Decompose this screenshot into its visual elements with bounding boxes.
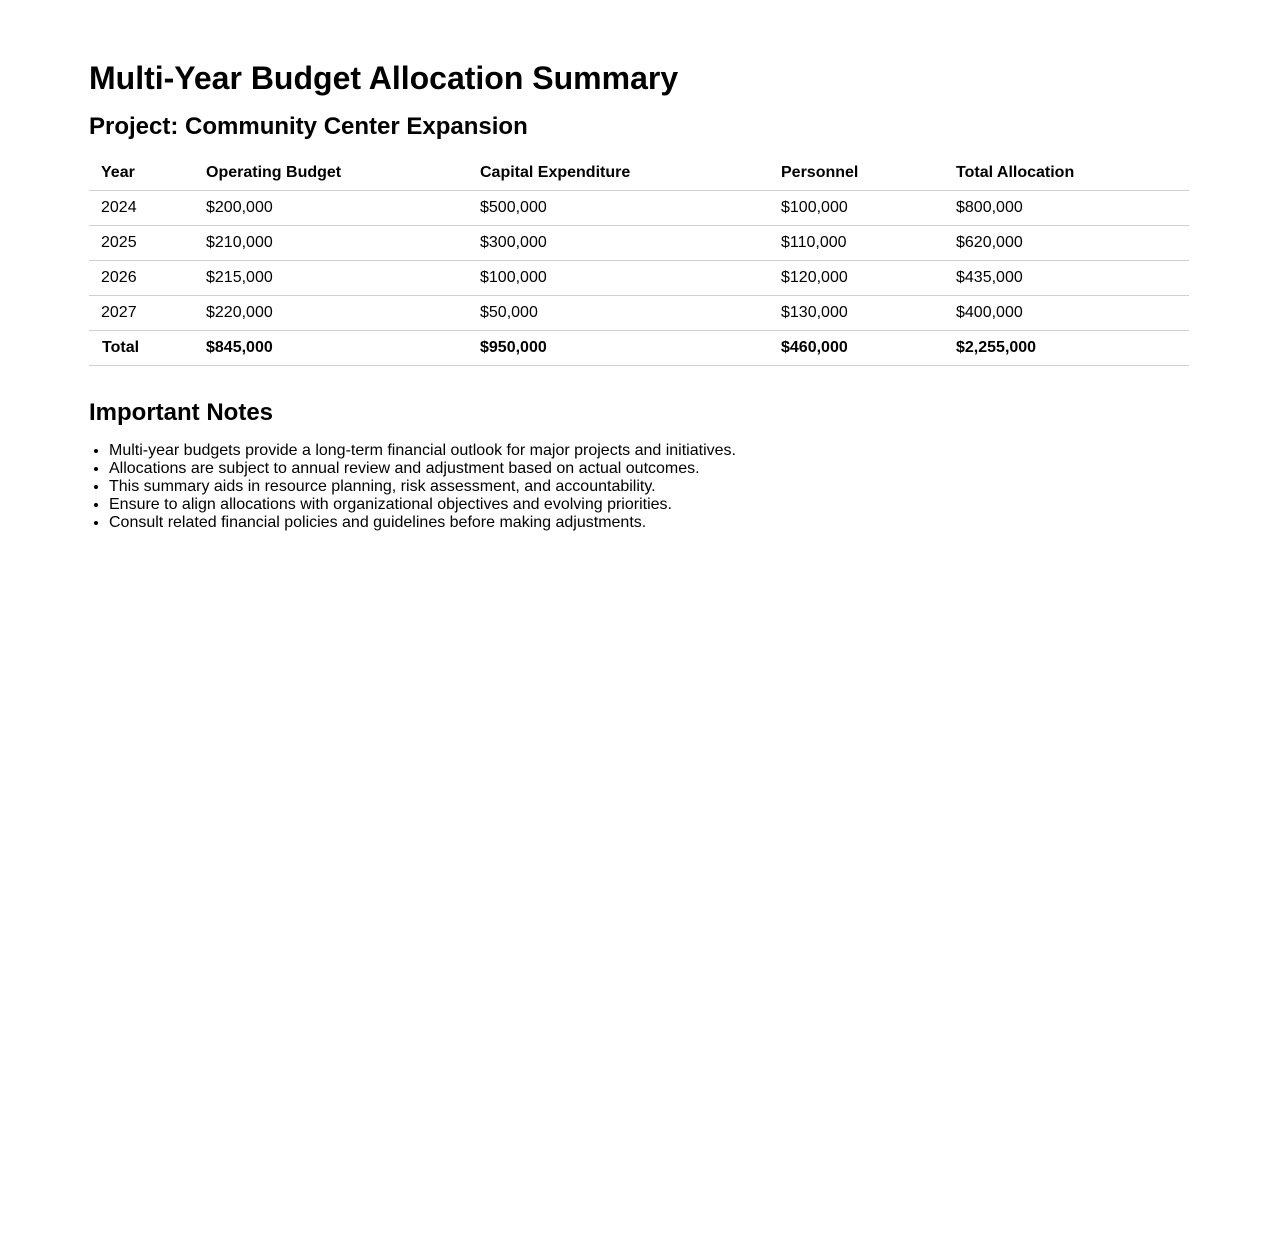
cell-capital-expenditure: $50,000 <box>468 296 769 331</box>
cell-personnel: $130,000 <box>769 296 944 331</box>
cell-year: 2025 <box>89 226 194 261</box>
list-item: • This summary aids in resource planning, risk assessment, and accountability. <box>109 478 736 496</box>
table-row <box>89 226 1189 261</box>
cell-total-allocation: $435,000 <box>944 261 1189 296</box>
total-personnel: $460,000 <box>769 331 944 366</box>
list-item: • Allocations are subject to annual review and adjustment based on actual outcomes. <box>109 460 736 478</box>
cell-personnel: $110,000 <box>769 226 944 261</box>
page-title: Multi-Year Budget Allocation Summary <box>89 60 679 96</box>
cell-personnel: $120,000 <box>769 261 944 296</box>
total-label: Total <box>89 331 194 366</box>
header-total-allocation: Total Allocation <box>944 156 1189 191</box>
cell-capital-expenditure: $100,000 <box>468 261 769 296</box>
total-allocation: $2,255,000 <box>944 331 1189 366</box>
header-operating-budget: Operating Budget <box>194 156 468 191</box>
list-item: • Consult related financial policies and guidelines before making adjustments. <box>109 514 736 532</box>
cell-capital-expenditure: $300,000 <box>468 226 769 261</box>
list-item: • Multi-year budgets provide a long-term financial outlook for major projects and initiatives. <box>109 442 736 460</box>
cell-year: 2027 <box>89 296 194 331</box>
table-row <box>89 296 1189 331</box>
table-total-row <box>89 331 1189 366</box>
total-operating-budget: $845,000 <box>194 331 468 366</box>
header-year: Year <box>89 156 194 191</box>
table-row <box>89 261 1189 296</box>
notes-heading: Important Notes <box>89 399 274 426</box>
notes-list <box>89 442 736 532</box>
header-capital-expenditure: Capital Expenditure <box>468 156 769 191</box>
list-item: • Ensure to align allocations with organizational objectives and evolving priorities. <box>109 496 736 514</box>
table-row <box>89 191 1189 226</box>
cell-operating-budget: $215,000 <box>194 261 468 296</box>
total-capital-expenditure: $950,000 <box>468 331 769 366</box>
cell-operating-budget: $220,000 <box>194 296 468 331</box>
cell-personnel: $100,000 <box>769 191 944 226</box>
cell-operating-budget: $200,000 <box>194 191 468 226</box>
cell-year: 2024 <box>89 191 194 226</box>
cell-year: 2026 <box>89 261 194 296</box>
cell-operating-budget: $210,000 <box>194 226 468 261</box>
cell-total-allocation: $620,000 <box>944 226 1189 261</box>
cell-total-allocation: $800,000 <box>944 191 1189 226</box>
cell-capital-expenditure: $500,000 <box>468 191 769 226</box>
budget-table <box>89 156 1189 366</box>
cell-total-allocation: $400,000 <box>944 296 1189 331</box>
project-subtitle: Project: Community Center Expansion <box>89 113 528 140</box>
table-header-row <box>89 156 1189 191</box>
header-personnel: Personnel <box>769 156 944 191</box>
